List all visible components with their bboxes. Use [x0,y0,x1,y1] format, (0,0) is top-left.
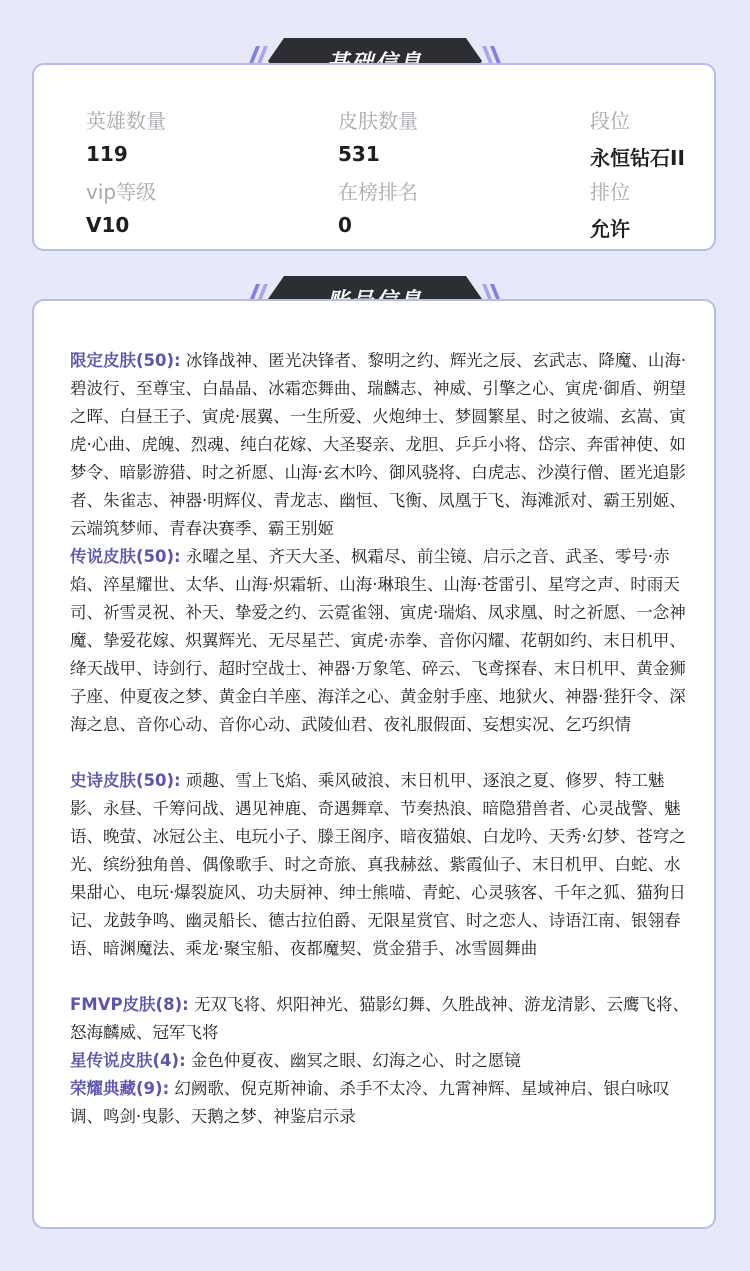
skin-list [70,347,692,1131]
stat-label: 排位 [590,180,630,204]
skin-category-label: FMVP皮肤(8): [70,995,189,1014]
skin-category-label: 星传说皮肤(4): [70,1051,186,1070]
skin-items: 永曜之星、齐天大圣、枫霜尽、前尘镜、启示之音、武圣、零号·赤焰、淬星耀世、太华、山海·炽霜斩、山海·琳琅生、山海·苍雷引、星穹之声、时雨天司、祈雪灵祝、补天、挚爱之约、云霓雀翎、寅虎·瑞焰、凤求凰、时之祈愿、一念神魔、挚爱花嫁、炽翼辉光、无尽星芒、寅虎·赤拳、音你闪耀、花朝如约、末日机甲、绛天战甲、诗剑行、超时空战士、神器·万象笔、碎云、飞鸢探春、末日机甲、黄金狮子座、仲夏夜之梦、黄金白羊座、海洋之心、黄金射手座、地狱火、神器·狴犴令、深海之息、音你心动、音你心动、武陵仙君、夜礼服假面、妄想实况、乞巧织情 [70,547,686,734]
basic-info-card [32,63,716,251]
stat-label: 英雄数量 [86,109,166,133]
stat-label: vip等级 [86,180,157,204]
stat-leaderboard-rank [338,176,418,237]
skin-items: 幻阙歌、倪克斯神谕、杀手不太冷、九霄神辉、星域神启、银白咏叹调、鸣剑·曳影、天鹅之梦、神鉴启示录 [70,1079,670,1126]
stat-value: V10 [86,213,130,237]
skin-group-epic [70,767,692,963]
stat-value: 0 [338,213,352,237]
stat-hero-count [86,105,166,166]
skin-items: 无双飞将、炽阳神光、猫影幻舞、久胜战神、游龙清影、云鹰飞将、怒海麟威、冠军飞将 [70,995,689,1042]
stat-label: 皮肤数量 [338,109,418,133]
stat-rank-tier [590,105,685,171]
stat-label: 段位 [590,109,630,133]
stat-value: 永恒钻石II [590,146,685,170]
stat-ranked-allowed [590,176,630,242]
stat-value: 531 [338,142,380,166]
skin-group-limited [70,347,692,543]
stat-value: 允许 [590,217,630,241]
skin-items: 金色仲夏夜、幽冥之眼、幻海之心、时之愿镜 [190,1051,521,1070]
skin-items: 顽趣、雪上飞焰、乘风破浪、末日机甲、逐浪之夏、修罗、特工魅影、永昼、千筹问战、遇见神鹿、奇遇舞章、节奏热浪、暗隐猎兽者、心灵战警、魅语、晚萤、冰冠公主、电玩小子、滕王阁序、暗夜猫娘、白龙吟、天秀·幻梦、苍穹之光、缤纷独角兽、偶像歌手、时之奇旅、真我赫兹、紫霞仙子、末日机甲、白蛇、水果甜心、电玩·爆裂旋风、功夫厨神、绅士熊喵、青蛇、心灵骇客、千年之狐、猫狗日记、龙鼓争鸣、幽灵船长、德古拉伯爵、无限星赏官、时之恋人、诗语江南、银翎春语、暗渊魔法、乘龙·聚宝船、夜都魔契、赏金猎手、冰雪圆舞曲 [70,771,686,958]
stat-vip-level [86,176,156,237]
stat-value: 119 [86,142,128,166]
account-info-card [32,299,716,1229]
skin-group-fmvp [70,991,692,1047]
skin-category-label: 限定皮肤(50): [70,351,181,370]
skin-group-star-legend [70,1047,692,1075]
skin-items: 冰锋战神、匿光决锋者、黎明之约、辉光之辰、玄武志、降魔、山海·碧波行、至尊宝、白晶晶、冰霜恋舞曲、瑞麟志、神威、引擎之心、寅虎·御盾、朔望之晖、白昼王子、寅虎·展翼、一生所爱、火炮绅士、梦圆繁星、时之彼端、玄嵩、寅虎·心曲、虎魄、烈魂、纯白花嫁、大圣娶亲、龙胆、乒乒小将、岱宗、奔雷神使、如梦令、暗影游猎、时之祈愿、山海·玄木吟、御风骁将、白虎志、沙漠行僧、匿光追影者、朱雀志、神器·明辉仪、青龙志、幽恒、飞衡、凤凰于飞、海滩派对、霸王别姬、云端筑梦师、青春决赛季、霸王别姬 [70,351,687,538]
skin-category-label: 史诗皮肤(50): [70,771,181,790]
stat-label: 在榜排名 [338,180,418,204]
skin-group-glory-collection [70,1075,692,1131]
stat-skin-count [338,105,418,166]
skin-category-label: 荣耀典藏(9): [70,1079,170,1098]
skin-group-legend [70,543,692,739]
skin-category-label: 传说皮肤(50): [70,547,181,566]
